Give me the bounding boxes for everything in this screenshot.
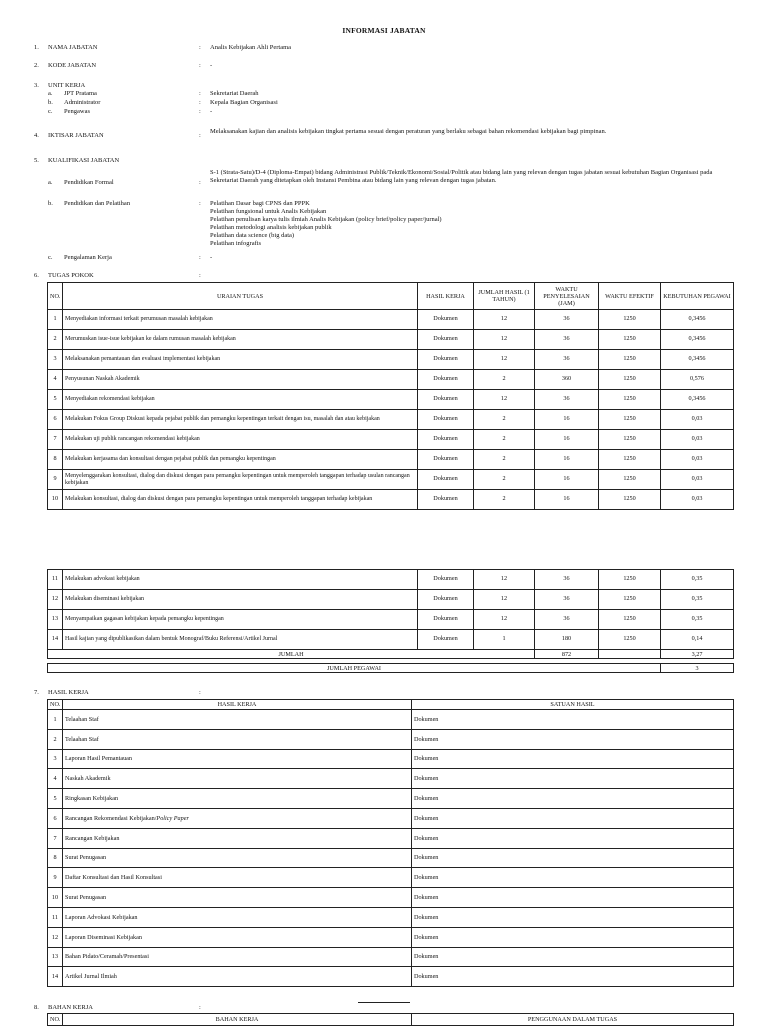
hasil-kerja: Bahan Pidato/Ceramah/Presentasi bbox=[63, 947, 412, 967]
row-number: 14 bbox=[48, 630, 63, 650]
row-number: 2 bbox=[48, 729, 63, 749]
jumlah-hasil: 12 bbox=[474, 330, 535, 350]
waktu-penyelesaian: 16 bbox=[535, 450, 599, 470]
row-number: 1 bbox=[48, 710, 63, 730]
row-number: 9 bbox=[48, 470, 63, 490]
section-2-label: KODE JABATAN bbox=[48, 62, 97, 69]
colon: : bbox=[199, 1004, 201, 1011]
table-row bbox=[48, 769, 734, 789]
satuan-hasil: Dokumen bbox=[412, 710, 734, 730]
table-row bbox=[48, 967, 734, 987]
hasil-kerja: Dokumen bbox=[418, 370, 474, 390]
kebutuhan-pegawai: 0,03 bbox=[661, 470, 734, 490]
row-number: 3 bbox=[48, 350, 63, 370]
unit-letter: a. bbox=[48, 90, 53, 97]
col-header: NO. bbox=[48, 283, 63, 310]
jumlah-jam: 872 bbox=[535, 650, 599, 659]
pengalaman-value: - bbox=[210, 254, 213, 261]
jumlah-hasil: 2 bbox=[474, 430, 535, 450]
table-row bbox=[48, 947, 734, 967]
uraian-tugas: Penyusunan Naskah Akademik bbox=[63, 370, 418, 390]
uraian-tugas: Hasil kajian yang dipublikasikan dalam bentuk Monograf/Buku Referensi/Artikel Jurnal bbox=[63, 630, 418, 650]
satuan-hasil: Dokumen bbox=[412, 927, 734, 947]
waktu-efektif: 1250 bbox=[599, 470, 661, 490]
pelatihan-item: Pelatihan metodologi analisis kebijakan publik bbox=[210, 224, 332, 231]
section-8-label: BAHAN KERJA bbox=[48, 1004, 93, 1011]
jumlah-pegawai-value: 3 bbox=[661, 664, 734, 673]
waktu-penyelesaian: 36 bbox=[535, 310, 599, 330]
hasil-kerja: Artikel Jurnal Ilmiah bbox=[63, 967, 412, 987]
uraian-tugas: Melakukan uji publik rancangan rekomendasi kebijakan bbox=[63, 430, 418, 450]
jumlah-hasil: 1 bbox=[474, 630, 535, 650]
row-number: 5 bbox=[48, 390, 63, 410]
col-header: JUMLAH HASIL (1 TAHUN) bbox=[474, 283, 535, 310]
unit-letter: b. bbox=[48, 99, 53, 106]
section-6-number: 6. bbox=[34, 272, 39, 279]
kualifikasi-label: Pendidikan dan Pelatihan bbox=[64, 200, 131, 207]
hasil-kerja: Dokumen bbox=[418, 310, 474, 330]
jumlah-pegawai-label: JUMLAH PEGAWAI bbox=[48, 664, 661, 673]
section-8-number: 8. bbox=[34, 1004, 39, 1011]
pelatihan-item: Pelatihan fungsional untuk Analis Kebijakan bbox=[210, 208, 327, 215]
uraian-tugas: Melakukan kerjasama dan konsultasi dengan pejabat publik dan pemangku kepentingan bbox=[63, 450, 418, 470]
waktu-penyelesaian: 16 bbox=[535, 410, 599, 430]
row-number: 8 bbox=[48, 848, 63, 868]
section-1-number: 1. bbox=[34, 44, 39, 51]
kebutuhan-pegawai: 0,3456 bbox=[661, 310, 734, 330]
satuan-hasil: Dokumen bbox=[412, 888, 734, 908]
jumlah-hasil: 2 bbox=[474, 490, 535, 510]
hasil-kerja: Dokumen bbox=[418, 450, 474, 470]
waktu-efektif: 1250 bbox=[599, 450, 661, 470]
table-row bbox=[48, 370, 734, 390]
uraian-tugas: Melakukan Fokus Group Diskusi kepada pejabat publik dan pemangku kepentingan terkait dengan isu, masalah dan atau kebijakan bbox=[63, 410, 418, 430]
hasil-kerja: Dokumen bbox=[418, 470, 474, 490]
row-number: 12 bbox=[48, 590, 63, 610]
kebutuhan-pegawai: 0,03 bbox=[661, 430, 734, 450]
waktu-efektif: 1250 bbox=[599, 370, 661, 390]
jumlah-hasil: 12 bbox=[474, 590, 535, 610]
table-row bbox=[48, 570, 734, 590]
jumlah-hasil: 12 bbox=[474, 390, 535, 410]
row-number: 4 bbox=[48, 370, 63, 390]
tugas-pokok-table-continued bbox=[47, 569, 734, 659]
waktu-efektif: 1250 bbox=[599, 610, 661, 630]
kebutuhan-pegawai: 0,576 bbox=[661, 370, 734, 390]
jumlah-hasil: 2 bbox=[474, 370, 535, 390]
page-title: INFORMASI JABATAN bbox=[342, 26, 426, 35]
colon: : bbox=[199, 44, 201, 51]
row-number: 6 bbox=[48, 410, 63, 430]
waktu-efektif: 1250 bbox=[599, 330, 661, 350]
section-2-number: 2. bbox=[34, 62, 39, 69]
table-row bbox=[48, 907, 734, 927]
waktu-efektif: 1250 bbox=[599, 390, 661, 410]
table-row bbox=[48, 729, 734, 749]
jumlah-hasil: 12 bbox=[474, 310, 535, 330]
kebutuhan-pegawai: 0,3456 bbox=[661, 350, 734, 370]
row-number: 3 bbox=[48, 749, 63, 769]
jumlah-hasil: 2 bbox=[474, 410, 535, 430]
waktu-efektif: 1250 bbox=[599, 410, 661, 430]
uraian-tugas: Melakukan diseminasi kebijakan bbox=[63, 590, 418, 610]
table-row bbox=[48, 410, 734, 430]
col-header: URAIAN TUGAS bbox=[63, 283, 418, 310]
uraian-tugas: Melakukan advokasi kebijakan bbox=[63, 570, 418, 590]
row-number: 13 bbox=[48, 947, 63, 967]
row-number: 1 bbox=[48, 310, 63, 330]
table-row bbox=[48, 610, 734, 630]
hasil-kerja: Surat Penugasan bbox=[63, 848, 412, 868]
unit-value: Sekretariat Daerah bbox=[210, 90, 259, 97]
satuan-hasil: Dokumen bbox=[412, 848, 734, 868]
jumlah-pegawai-table bbox=[47, 663, 734, 673]
table-row bbox=[48, 310, 734, 330]
waktu-penyelesaian: 16 bbox=[535, 490, 599, 510]
hasil-kerja: Dokumen bbox=[418, 430, 474, 450]
section-7-number: 7. bbox=[34, 689, 39, 696]
uraian-tugas: Melakukan konsultasi, dialog dan diskusi dengan para pemangku kepentingan untuk memperoleh tanggapan terhadap kebijakan bbox=[63, 490, 418, 510]
hasil-kerja: Naskah Akademik bbox=[63, 769, 412, 789]
colon: : bbox=[199, 200, 201, 207]
row-number: 5 bbox=[48, 789, 63, 809]
row-number: 2 bbox=[48, 330, 63, 350]
uraian-tugas: Menyediakan informasi terkait perumusan masalah kebijakan bbox=[63, 310, 418, 330]
colon: : bbox=[199, 179, 201, 186]
hasil-kerja: Rancangan Rekomendasi Kebijakan/Policy Paper bbox=[63, 808, 412, 828]
row-number: 14 bbox=[48, 967, 63, 987]
section-1-label: NAMA JABATAN bbox=[48, 44, 98, 51]
pendidikan-formal-value: S-1 (Strata-Satu)/D-4 (Diploma-Empat) bidang Administrasi Publik/Teknik/Ekonomi/Sosial/Politik atau bidang lain yang relevan dengan tugas jabatan sesuai kebutuhan Bagian Organisasi pada Sekretariat Daerah yang ditetapkan oleh Instansi Pembina atau bidang lain yang relevan dengan tugas jabatan. bbox=[210, 169, 713, 184]
satuan-hasil: Dokumen bbox=[412, 967, 734, 987]
waktu-penyelesaian: 16 bbox=[535, 430, 599, 450]
col-header: SATUAN HASIL bbox=[412, 700, 734, 710]
table-row bbox=[48, 808, 734, 828]
section-5-number: 5. bbox=[34, 157, 39, 164]
unit-value: Kepala Bagian Organisasi bbox=[210, 99, 278, 106]
section-7-label: HASIL KERJA bbox=[48, 689, 89, 696]
waktu-efektif: 1250 bbox=[599, 350, 661, 370]
col-header: WAKTU PENYELESAIAN (JAM) bbox=[535, 283, 599, 310]
kebutuhan-pegawai: 0,14 bbox=[661, 630, 734, 650]
kebutuhan-pegawai: 0,03 bbox=[661, 450, 734, 470]
waktu-penyelesaian: 36 bbox=[535, 330, 599, 350]
colon: : bbox=[199, 108, 201, 115]
jumlah-kebutuhan: 3,27 bbox=[661, 650, 734, 659]
colon: : bbox=[199, 90, 201, 97]
unit-letter: c. bbox=[48, 108, 53, 115]
kualifikasi-letter: b. bbox=[48, 200, 53, 207]
table-row bbox=[48, 848, 734, 868]
kebutuhan-pegawai: 0,3456 bbox=[661, 330, 734, 350]
hasil-kerja: Dokumen bbox=[418, 610, 474, 630]
waktu-efektif: 1250 bbox=[599, 430, 661, 450]
row-number: 8 bbox=[48, 450, 63, 470]
waktu-efektif: 1250 bbox=[599, 490, 661, 510]
uraian-tugas: Merumuskan isue-isue kebijakan ke dalam rumusan masalah kebijakan bbox=[63, 330, 418, 350]
kebutuhan-pegawai: 0,35 bbox=[661, 610, 734, 630]
waktu-penyelesaian: 36 bbox=[535, 590, 599, 610]
hasil-kerja: Ringkasan Kebijakan bbox=[63, 789, 412, 809]
section-5-label: KUALIFIKASI JABATAN bbox=[48, 157, 120, 164]
tugas-pokok-table bbox=[47, 282, 734, 510]
unit-label: Administrator bbox=[64, 99, 101, 106]
uraian-tugas: Menyediakan rekomendasi kebijakan bbox=[63, 390, 418, 410]
satuan-hasil: Dokumen bbox=[412, 947, 734, 967]
waktu-penyelesaian: 360 bbox=[535, 370, 599, 390]
table-row bbox=[48, 749, 734, 769]
satuan-hasil: Dokumen bbox=[412, 907, 734, 927]
unit-label: JPT Pratama bbox=[64, 90, 97, 97]
table-row bbox=[48, 430, 734, 450]
colon: : bbox=[199, 99, 201, 106]
table-row bbox=[48, 470, 734, 490]
satuan-hasil: Dokumen bbox=[412, 868, 734, 888]
col-header: BAHAN KERJA bbox=[63, 1014, 412, 1026]
colon: : bbox=[199, 62, 201, 69]
row-number: 10 bbox=[48, 490, 63, 510]
satuan-hasil: Dokumen bbox=[412, 749, 734, 769]
kualifikasi-letter: a. bbox=[48, 179, 53, 186]
table-row bbox=[48, 330, 734, 350]
colon: : bbox=[199, 272, 201, 279]
section-1-value: Analis Kebijakan Ahli Pertama bbox=[210, 44, 292, 51]
hasil-kerja: Dokumen bbox=[418, 490, 474, 510]
table-row bbox=[48, 927, 734, 947]
hasil-kerja: Laporan Hasil Pemantauan bbox=[63, 749, 412, 769]
table-row bbox=[48, 789, 734, 809]
hasil-kerja: Rancangan Kebijakan bbox=[63, 828, 412, 848]
satuan-hasil: Dokumen bbox=[412, 808, 734, 828]
row-number: 4 bbox=[48, 769, 63, 789]
row-number: 6 bbox=[48, 808, 63, 828]
hasil-kerja: Telaahan Staf bbox=[63, 710, 412, 730]
section-3-number: 3. bbox=[34, 82, 39, 89]
pelatihan-item: Pelatihan infografis bbox=[210, 240, 262, 247]
waktu-penyelesaian: 36 bbox=[535, 570, 599, 590]
waktu-penyelesaian: 16 bbox=[535, 470, 599, 490]
kebutuhan-pegawai: 0,3456 bbox=[661, 390, 734, 410]
satuan-hasil: Dokumen bbox=[412, 769, 734, 789]
table-row bbox=[48, 868, 734, 888]
kebutuhan-pegawai: 0,35 bbox=[661, 590, 734, 610]
jumlah-hasil: 2 bbox=[474, 470, 535, 490]
kualifikasi-label: Pendidikan Formal bbox=[64, 179, 114, 186]
waktu-penyelesaian: 36 bbox=[535, 350, 599, 370]
row-number: 13 bbox=[48, 610, 63, 630]
pelatihan-item: Pelatihan data science (big data) bbox=[210, 232, 295, 239]
row-number: 11 bbox=[48, 907, 63, 927]
kebutuhan-pegawai: 0,35 bbox=[661, 570, 734, 590]
hasil-kerja: Dokumen bbox=[418, 390, 474, 410]
hasil-kerja: Daftar Konsultasi dan Hasil Konsultasi bbox=[63, 868, 412, 888]
hasil-kerja: Surat Penugasan bbox=[63, 888, 412, 908]
col-header: HASIL KERJA bbox=[418, 283, 474, 310]
table-row bbox=[48, 710, 734, 730]
kualifikasi-label: Pengalaman Kerja bbox=[64, 254, 112, 261]
row-number: 7 bbox=[48, 430, 63, 450]
hasil-kerja: Dokumen bbox=[418, 630, 474, 650]
pelatihan-item: Pelatihan penulisan karya tulis ilmiah Analis Kebijakan (policy brief/policy paper/jurnal) bbox=[210, 216, 442, 223]
hasil-kerja: Dokumen bbox=[418, 410, 474, 430]
section-3-label: UNIT KERJA bbox=[48, 82, 86, 89]
kualifikasi-letter: c. bbox=[48, 254, 53, 261]
table-row bbox=[48, 590, 734, 610]
waktu-efektif: 1250 bbox=[599, 590, 661, 610]
jumlah-hasil: 12 bbox=[474, 610, 535, 630]
colon: : bbox=[199, 254, 201, 261]
jumlah-empty bbox=[599, 650, 661, 659]
col-header: PENGGUNAAN DALAM TUGAS bbox=[412, 1014, 734, 1026]
hasil-kerja: Telaahan Staf bbox=[63, 729, 412, 749]
colon: : bbox=[199, 132, 201, 139]
divider bbox=[358, 1002, 410, 1003]
table-row bbox=[48, 390, 734, 410]
table-row bbox=[48, 450, 734, 470]
hasil-kerja: Laporan Diseminasi Kebijakan bbox=[63, 927, 412, 947]
section-4-number: 4. bbox=[34, 132, 39, 139]
hasil-kerja-table bbox=[47, 699, 734, 987]
table-row bbox=[48, 828, 734, 848]
col-header: NO. bbox=[48, 700, 63, 710]
col-header: KEBUTUHAN PEGAWAI bbox=[661, 283, 734, 310]
section-6-label: TUGAS POKOK bbox=[48, 272, 94, 279]
waktu-penyelesaian: 36 bbox=[535, 390, 599, 410]
col-header: HASIL KERJA bbox=[63, 700, 412, 710]
section-4-value: Melaksanakan kajian dan analisis kebijakan tingkat pertama sesuai dengan peraturan yang berlaku sebagai bahan rekomendasi kebijakan bagi pimpinan. bbox=[210, 128, 607, 135]
satuan-hasil: Dokumen bbox=[412, 789, 734, 809]
jumlah-hasil: 12 bbox=[474, 350, 535, 370]
table-row bbox=[48, 490, 734, 510]
section-4-label: IKTISAR JABATAN bbox=[48, 132, 104, 139]
table-row bbox=[48, 350, 734, 370]
kebutuhan-pegawai: 0,03 bbox=[661, 490, 734, 510]
waktu-penyelesaian: 180 bbox=[535, 630, 599, 650]
uraian-tugas: Menyelenggarakan konsultasi, dialog dan diskusi dengan para pemangku kepentingan untuk memperoleh tanggapan terhadap usulan rancangan kebijakan bbox=[63, 470, 418, 490]
col-header: WAKTU EFEKTIF bbox=[599, 283, 661, 310]
hasil-kerja: Laporan Advokasi Kebijakan bbox=[63, 907, 412, 927]
table-row bbox=[48, 630, 734, 650]
jumlah-label: JUMLAH bbox=[48, 650, 535, 659]
policy-paper-text: Policy Paper bbox=[156, 814, 189, 822]
satuan-hasil: Dokumen bbox=[412, 729, 734, 749]
hasil-kerja: Dokumen bbox=[418, 330, 474, 350]
pelatihan-item: Pelatihan Dasar bagi CPNS dan PPPK bbox=[210, 200, 310, 207]
waktu-efektif: 1250 bbox=[599, 630, 661, 650]
satuan-hasil: Dokumen bbox=[412, 828, 734, 848]
row-number: 9 bbox=[48, 868, 63, 888]
jumlah-hasil: 2 bbox=[474, 450, 535, 470]
jumlah-hasil: 12 bbox=[474, 570, 535, 590]
bahan-kerja-table bbox=[47, 1013, 734, 1026]
uraian-tugas: Menyampaikan gagasan kebijakan kepada pemangku kepentingan bbox=[63, 610, 418, 630]
unit-value: - bbox=[210, 108, 213, 115]
kebutuhan-pegawai: 0,03 bbox=[661, 410, 734, 430]
uraian-tugas: Melaksanakan pemantauan dan evaluasi implementasi kebijakan bbox=[63, 350, 418, 370]
row-number: 12 bbox=[48, 927, 63, 947]
waktu-efektif: 1250 bbox=[599, 570, 661, 590]
waktu-penyelesaian: 36 bbox=[535, 610, 599, 630]
hasil-kerja: Dokumen bbox=[418, 590, 474, 610]
table-row bbox=[48, 888, 734, 908]
row-number: 11 bbox=[48, 570, 63, 590]
col-header: NO. bbox=[48, 1014, 63, 1026]
section-2-value: - bbox=[210, 62, 213, 69]
row-number: 7 bbox=[48, 828, 63, 848]
hasil-kerja: Dokumen bbox=[418, 350, 474, 370]
colon: : bbox=[199, 689, 201, 696]
waktu-efektif: 1250 bbox=[599, 310, 661, 330]
row-number: 10 bbox=[48, 888, 63, 908]
hasil-kerja: Dokumen bbox=[418, 570, 474, 590]
unit-label: Pengawas bbox=[64, 108, 90, 115]
